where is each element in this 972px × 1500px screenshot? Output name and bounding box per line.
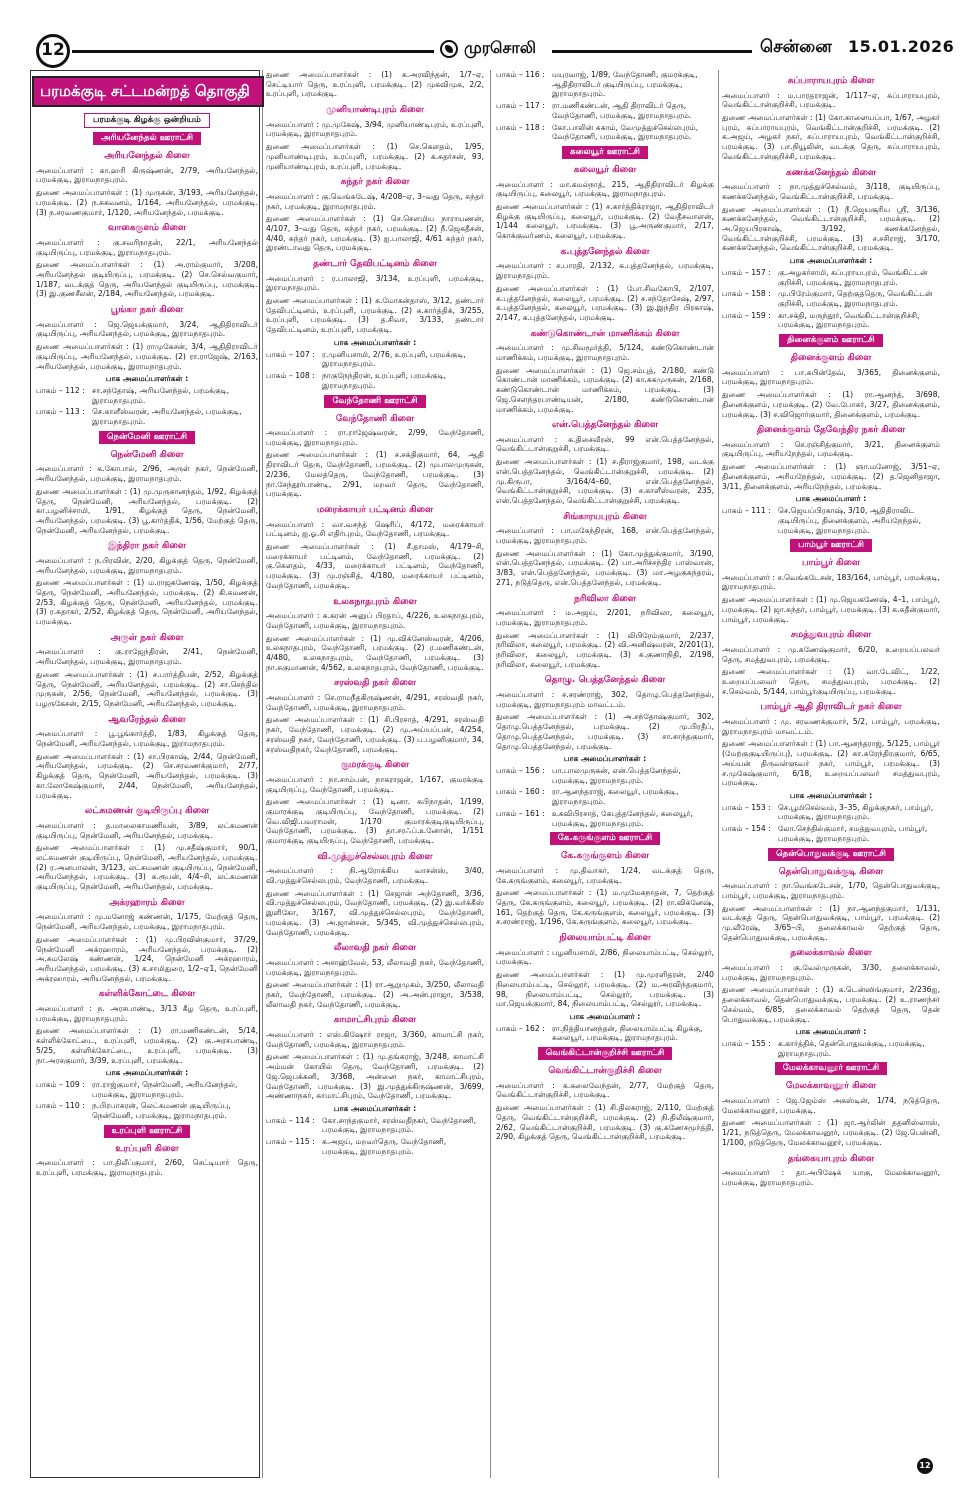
booth-heading: பாக அமைப்பாளர்கள் : — [333, 1104, 417, 1114]
member-entry: துணை அமைப்பாளர்கள் : (1) மு.ஜெயகணேஷ், 4–1, பாம்பூர், பரமக்குடி. (2) ஜா.சுந்தர், பாம்பூர், பரமக்குடி. (3) க.சுதீன்குமார், பாம்பூர், பரமக்குடி. — [722, 595, 940, 624]
column-3 — [496, 70, 714, 1145]
member-entry: துணை அமைப்பாளர்கள் : (1) ச.பார்த்திபன், 2/52, கிழக்குத் தெரு, நென்மேனி, அரியனேந்தல், பரமக்குடி. (2) சா.செந்தில் முருகன், 2/56, நென்மேனி, அரியனேந்தல், பரமக்குடி. (3) பழருகேசன், 2/15, நென்மேனி, அரியனேந்தல், பரமக்குடி. — [36, 669, 258, 709]
member-entry: அமைப்பாளர் : நா.முத்துச்செல்வம், 3/118, குடியிருப்பு, கணக்கனேந்தல், வெங்கிட்டான்குறிச்சி, பரமக்குடி. — [722, 182, 940, 201]
booth-row — [496, 101, 714, 120]
branch-title: மரைக்காயர் பட்டினம் கிளை — [316, 505, 434, 516]
member-entry: துணை அமைப்பாளர்கள் : (1) செ.சௌமிய நாராயணன், 4/107, 3–வது தெரு, சுந்தர் நகர், பரமக்குடி. (2) நீ.ஜெகதீசன், 4/40, சுந்தர் நகர், பரமக்குடி. (3) ஐ.பாலாஜி, 4/61 சுந்தர் நகர், இரண்டாவது தெரு, பரமக்குடி. — [266, 214, 484, 253]
booth-member: க.கார்த்திக், தென்பொதுவக்குடி, பரமக்குடி, இராமநாதபுரம். — [778, 1038, 925, 1058]
booth-member: ந.பிரபாகரன், லெட்சுமணன் குடியிருப்பு, நென்மேனி, பரமக்குடி, இராமநாதபுரம். — [92, 1101, 231, 1121]
booth-number: பாகம் – 108 : — [266, 371, 315, 381]
member-entry: அமைப்பாளர் : ர.பாலாஜி, 3/134, உரப்புளி, பரமக்குடி, இராமநாதபுரம். — [266, 273, 484, 293]
member-entry: அமைப்பாளர் : வா.வசந்த் ஷெரிப், 4/172, மரைக்காயர் பட்டினம், ஐ.ஓ.சி எதிர்புறம், வேந்தோணி, பரமக்குடி. — [266, 519, 484, 539]
branch-title: சரஸ்வதி நகர் கிளை — [334, 678, 416, 689]
booth-row — [496, 787, 714, 806]
branch-title: பாம்பூர் ஆதி திராவிடர் நகர் கிளை — [760, 702, 902, 713]
member-entry: அமைப்பாளர் : நா.வெங்கடேசன், 1/70, தென்பொதுவக்குடி, பாம்பூர், பரமக்குடி, இராமநாதபுரம். — [722, 881, 940, 900]
panchayat-tag: நென்மேனி ஊராட்சி — [99, 431, 195, 444]
branch-block — [266, 177, 484, 253]
booth-row — [722, 268, 940, 287]
member-entry: துணை அமைப்பாளர்கள் : (1) முருகன், 3/193, அரியனேந்தல், பரமக்குடி. (2) ந.சுகவனம், 1/164, அரியனேந்தல், பரமக்குடி. (3) ந.சரவணகுமார், 1/120, அரியனேந்தல், பரமக்குடி. — [36, 188, 258, 217]
panchayat-tag: மேலக்காவனூர் ஊராட்சி — [775, 1062, 888, 1075]
branch-title: வி.முத்துச்செல்லபுரம் கிளை — [317, 851, 433, 862]
column-divider — [490, 70, 491, 1478]
booth-row — [722, 506, 940, 535]
booth-heading: பாக அமைப்பாளர் : — [569, 1011, 641, 1021]
branch-block — [496, 1047, 714, 1142]
member-entry: துணை அமைப்பாளர்கள் : (1) நீ.ஜெயசூரிய ஸ்ரீ, 3/136, கணக்கனேந்தல், வெங்கிட்டான்குறிச்சி, பரமக்குடி. (2) அ.ஜெயபிரகாஷ், 3/192, கணக்கனேந்தல், வெங்கிட்டான்குறிச்சி, பரமக்குடி. (3) ச.சசிராஜ், 3/170, கணக்கனேந்தல், வெங்கிட்டான்குறிச்சி, பரமக்குடி. — [722, 204, 940, 253]
column-1-blocks — [36, 132, 258, 1178]
page-number-badge — [36, 34, 70, 68]
member-entry: அமைப்பாளர் : செ.ராமநீதகிருஷ்ணன், 4/291, சரஸ்வதி நகர், வேந்தோணி, பரமக்குடி, இராமநாதபுரம். — [266, 692, 484, 712]
branch-block — [266, 505, 484, 591]
branch-title: தொழு. பெத்தனேந்தல் கிளை — [544, 675, 666, 686]
booth-number: பாகம் – 109 : — [36, 1079, 85, 1089]
branch-title: நென்மேனி கிளை — [110, 449, 184, 460]
booth-heading: பாக அமைப்பாளர் : — [795, 1027, 867, 1037]
booth-member: ரா.நித்தியானந்தன், நிலையாம்பட்டி கிழக்கு, கலையூர், பரமக்குடி, இராமநாதபுரம். — [552, 1023, 703, 1043]
column-4-blocks — [722, 76, 940, 1187]
member-entry: அமைப்பாளர் : ஜெ.ஜெயக்குமார், 3/24, ஆதிதிராவிடர் குடியிருப்பு, அரியனேந்தல், பரமக்குடி, இராமநாதபுரம். — [36, 319, 258, 339]
branch-title: நரிவிலா கிளை — [574, 593, 636, 604]
booth-row — [722, 824, 940, 843]
member-entry: அமைப்பாளர் : மா.கமல்நாத், 215, ஆதிதிராவிடர் கிழக்கு குடியிருப்பு, கலையூர், பரமக்குடி, இராமநாதபுரம். — [496, 179, 714, 199]
masthead-brand — [440, 38, 536, 59]
member-entry: துணை அமைப்பாளர்கள் : (1) செ.கௌதம், 1/95, முனியாண்டிபுரம், உரப்புளி, பரமக்குடி. (2) க.சுதர்சன், 93, முனியாண்டிபுரம், உரப்புளி, பரமக்குடி. — [266, 142, 484, 171]
booth-row — [266, 1116, 484, 1135]
booth-member: ரா.ஆனந்தராஜ், கலையூர், பரமக்குடி, இராமநாதபுரம். — [552, 787, 679, 807]
member-entry: அமைப்பாளர் : ம.அஜய், 2/201, நரிவிலா, கலையூர், பரமக்குடி, இராமநாதபுரம். — [496, 608, 714, 627]
member-entry: துணை அமைப்பாளர்கள் : (1) டினா. சுபிநாதன், 1/199, குமாரக்குடி குடியிருப்பு, வேந்தோணி, பரமக்குடி. (2) வெ.விஜி.பவராமன், 1/170 குமாரக்குடிகுடியிருப்பு, வேந்தோணி, பரமக்குடி. (3) தா.சரஃப்.உனோன், 1/151 குமாரக்குடி குடியிருப்பு, வேந்தோணி, பரமக்குடி. — [266, 797, 484, 846]
booth-member: செ.ஜெயப்பிரகாஷ், 3/10, ஆதிதிராவிட குடியிருப்பு, தினைக்குளம், அரியநேந்தல், பரமக்குடி, இராமநாதபுரம். — [778, 506, 922, 535]
member-entry: துணை அமைப்பாளர்கள் : (1) வா.டேவிட், 1/22, உறையப்பலவர் தெரு, சமத்துவபுரம், பரமக்குடி. (2) ச.செல்வம், 5/144, பாம்பூர்குடியிருப்பு, பரமக்குடி. — [722, 667, 940, 696]
branch-title: உரப்புளி கிளை — [115, 1143, 179, 1154]
booth-row — [36, 1101, 258, 1120]
member-entry: அமைப்பாளர் : மு.கணேஷ்குமார், 6/20, உறையப்பலவர் தெரு, சமத்துவபுரம், பரமக்குடி. — [722, 644, 940, 664]
branch-block — [36, 806, 258, 892]
member-entry: துணை அமைப்பாளர்கள் : (1) ஜா.ஆர்லின் ததனிஸ்லாஸ், 1/21, நடுத்தெரு, மேலக்காவனூர், பரமக்குடி. (2) ஜே.பென்னி, 1/100, நடுத்தெரு, மேலக்காவனூர், பரமக்குடி. — [722, 1118, 940, 1147]
branch-block — [36, 989, 258, 1120]
branch-block — [496, 420, 714, 506]
member-entry: அமைப்பாளர் : மு. சரவணக்குமார், 5/2, பாம்பூர், பரமக்குடி, இராமநாதபுரம் மாவட்டம். — [722, 716, 940, 736]
booth-row — [722, 289, 940, 308]
booth-number: பாகம் – 154 : — [722, 824, 771, 834]
booth-number: பாகம் – 113 : — [36, 407, 85, 417]
member-entry: துணை அமைப்பாளர்கள் : (1) ராமுகேசன், 3/4, ஆதிதிராவிடர் குடியிருப்பு, அரியனேந்தல், பரமக்குடி. (2) ரா.ராஜேஷ், 2/163, அரியனேந்தல், பரமக்குடி, இராமநாதபுரம். — [36, 342, 258, 371]
booth-number: பாகம் – 118 : — [496, 122, 545, 132]
column-2 — [266, 70, 484, 1159]
member-entry: துணை அமைப்பாளர்கள் : (1) ச.சக்திகுமார், 64, ஆதி திராவிடர் தெரு, வேந்தோணி, பரமக்குடி. (2) முபாலமுருகன், 2/236, மேலத்தெரு, வேந்தோணி, பரமக்குடி. (3) நா.சேந்தூர்பாண்டி, 2/91, மறவர் தெரு, வேந்தோணி, பரமக்குடி. — [266, 450, 484, 499]
member-entry: துணை அமைப்பாளர்கள் : (1) பா.ஆனந்தராஜ், 5/125, பாம்பூர் (மேற்குகுடியிருப்பு), பரமக்குடி. (2) கா.சுரேந்திரகுமார், 6/65, அய்யன் திருவள்ளுவர் நகர், பாம்பூர், பரமக்குடி. (3) ச.முகேஷ்குமார், 6/18, உறையப்பலவர் சமத்துவபுரம், பரமக்குடி. — [722, 739, 940, 788]
booth-row — [36, 1080, 258, 1099]
branch-block — [266, 70, 484, 99]
branch-block — [722, 425, 940, 535]
booth-row — [266, 350, 484, 369]
column-3-blocks — [496, 70, 714, 1142]
member-entry: துணை அமைப்பாளர்கள் : (1) ரா.ஆனந்த், 3/698, தினைக்குளம், பரமக்குடி. (2) வே.போகர், 3/27, தினைக்குளம், பரமக்குடி. (3) ச.விஜொர்குமார், தினைக்குளம், பரமக்குடி. — [722, 390, 940, 419]
booth-member: ரா.ராஜ்குமார், நென்மேனி, அரியனேந்தல், பரமக்குடி, இராமநாதபுரம். — [92, 1079, 238, 1099]
booth-heading: பாக அமைப்பாளர்கள் : — [333, 337, 417, 347]
column-divider — [718, 70, 719, 1478]
booth-member: பா.பாலமுருகன், என்.பெத்தனேந்தல், பரமக்குடி, இராமநாதபுரம். — [552, 765, 681, 785]
branch-title: என்.பெத்தனேந்தல் கிளை — [552, 420, 658, 431]
edition-date: 15.01.2026 — [848, 37, 955, 56]
member-entry: துணை அமைப்பாளர்கள் : (1) மு.விக்னேஸ்வரன், 4/206, உலகநாதபுரம், வேந்தோணி, பரமக்குடி. (2) ர.மணிகண்டன், 4/480, உலகநாதபுரம், வேந்தோணி, பரமக்குடி. (3) நா.சுகுமாணன், 4/562, உலகநாதபுரம், வேந்தோணி, பரமக்குடி. — [266, 633, 484, 672]
booth-number: பாகம் – 161 : — [496, 808, 545, 818]
member-entry: துணை அமைப்பாளர்கள் : (1) சி.பிரசாத், 4/291, சரஸ்வதி நகர், வேந்தோணி, பரமக்குடி. (2) மு.அய்யப்பன், 4/254, சரஸ்வதி நகர், வேந்தோணி, பரமக்குடி. (3) ப.பழனிகுமார், 34, சரஸ்வதிநகர், வேந்தோணி, பரமக்குடி. — [266, 715, 484, 754]
column-4 — [722, 70, 940, 1190]
member-entry: அமைப்பாளர் : க.திசைவீரன், 99 என்.பெத்தனேந்தல், வெங்கிட்டான்குறுச்சி, பரமக்குடி. — [496, 434, 714, 454]
branch-block — [722, 702, 940, 843]
booth-row — [722, 803, 940, 822]
member-entry: துணை அமைப்பாளர்கள் : (1) க.அரவிந்தன், 1/7–ஏ, செட்டியார் தெரு, உரப்புளி, பரமக்குடி. (2) முகவிமுக, 2/2, உரப்புளி, பரமக்குடி. — [266, 70, 484, 99]
member-entry: அமைப்பாளர் : எஸ்.கிஷோர் ராஜா, 3/360, காமாட்சி நகர், வேந்தோணி, பரமக்குடி, இராமநாதபுரம். — [266, 1029, 484, 1049]
member-entry: அமைப்பாளர் : த.மாலைகாமணியன், 3/89, லட்சுமணன் குடியிருப்பு, நென்மேனி, அரியனேந்தல், பரமக்குடி. — [36, 820, 258, 840]
member-entry: அமைப்பாளர் : ரா.ராஜேஷ்வரன், 2/99, வேந்தோணி, பரமக்குடி, இராமநாதபுரம். — [266, 428, 484, 447]
panchayat-tag: கலையூர் ஊராட்சி — [562, 146, 648, 159]
member-entry: துணை அமைப்பாளர்கள் : (1) ரா.மணிகண்டன், 5/14, கள்ளிக்கோட்டை, உரப்புளி, பரமக்குடி. (2) கு.அரசபாண்டி, 5/25, கள்ளிக்கோட்டை, உரப்புளி, பரமக்குடி. (3) நா.அரசகுமார், 3/39, உரப்புளி, பரமக்குடி. — [36, 1026, 258, 1065]
panchayat-tag: பாம்பூர் ஊராட்சி — [790, 539, 872, 552]
member-entry: அமைப்பாளர் : கு.வேல்முருகன், 3/30, தலைக்காவல், பரமக்குடி, இராமநாதபுரம். — [722, 962, 940, 982]
member-entry: துணை அமைப்பாளர்கள் : (1) ஜெ.சம்புத், 2/180, கண்டு கொண்டான் மாணிக்கம், பரமக்குடி. (2) கா.சுகமுருகன், 2/168, கண்டுகொண்டான் மாணிக்கம், பரமக்குடி. (3) ஜெ.சௌந்தரபாண்டியன், 2/180, கண்டுகொண்டான் மாணிக்கம், பரமக்குடி. — [496, 365, 714, 414]
branch-block — [36, 431, 258, 536]
member-entry: அமைப்பாளர் : ச.சரண்ராஜ், 302, தொழு.பெத்தனேந்தல், பரமக்குடி, இராமநாதபுரம் மாவட்டம். — [496, 689, 714, 709]
booth-number: பாகம் – 159 : — [722, 310, 771, 320]
booth-number: பாகம் – 112 : — [36, 385, 85, 395]
branch-block — [266, 259, 484, 390]
branch-title: பாம்பூர் கிளை — [801, 558, 861, 569]
branch-block — [36, 898, 258, 984]
branch-block — [36, 633, 258, 709]
branch-title: உலகநாதபுரம் கிளை — [333, 596, 417, 607]
branch-block — [722, 1154, 940, 1188]
booth-member: சா.சந்தோஷ், அரியனேந்தல், பரமக்குடி, இராமநாதபுரம். — [92, 385, 230, 405]
member-entry: துணை அமைப்பாளர்கள் : (1) அ.சந்தோஷ்குமார், 302, தொழு.பெத்தனேந்தல், பரமக்குடி. (2) மு.பிரதீப், தொழு.பெத்தனேந்தல், பரமக்குடி. (3) சா.சாந்தகுமார், தொழு.பெத்தனேந்தல், பரமக்குடி. — [496, 712, 714, 751]
member-entry: அமைப்பாளர் : ச.பாரதி, 2/132, க.புத்தனேந்தல், பரமக்குடி, இராமநாதபுரம். — [496, 261, 714, 281]
member-entry: அமைப்பாளர் : பழனியசாமி, 2/86, நிலையாம்பட்டி, செல்லூர், பரமக்குடி. — [496, 947, 714, 967]
panchayat-tag: வெங்கிட்டான்குறிச்சி ஊராட்சி — [538, 1047, 673, 1060]
branch-title: தலைக்காவல் கிளை — [790, 948, 872, 959]
member-entry: அமைப்பாளர் : செ.ரஞ்சித்குமார், 3/21, தினைக்குளம் குடியிருப்பு, அரியநேந்தல், பரமக்குடி. — [722, 439, 940, 459]
branch-block — [36, 1125, 258, 1178]
member-entry: அமைப்பாளர் : கு.வெங்கடேஷ், 4/208–ஏ, 3–வது தெரு, சுந்தர் நகர், பரமக்குடி, இராமநாதபுரம். — [266, 191, 484, 211]
booth-member: மயுரவாஜ், 1/89, வேந்தோணி, குமரக்குடி, ஆதிதிராவிடர் குடியிருப்பு, பரமக்குடி, இராமநாதபுரம். — [552, 70, 698, 99]
branch-title: கணக்கனேந்தல் கிளை — [785, 167, 877, 178]
branch-title: சிங்காரயபுரம் கிளை — [563, 511, 647, 522]
branch-title: இந்திரா நகர் கிளை — [108, 541, 186, 552]
booth-member: க.அஜய், மறவர்தெரு, வேந்தோணி, பரமக்குடி, இராமநாதபுரம். — [322, 1137, 447, 1156]
member-entry: துணை அமைப்பாளர்கள் : (1) ச.கார்த்திக்ராஜா, ஆதிதிராவிடர் கிழக்கு குடியிருப்பு, கலையூர், பரமக்குடி. (2) வேதீசவாளன், 1/144 கலையூர், பரமக்குடி. (3) பூ.அருண்குமார், 2/17, கொக்குவா்ணம், கலையூர், பரமக்குடி. — [496, 201, 714, 241]
booth-member: மு.பிரேம்குமார், தெற்குத்தெரு, வெங்கிட்டன் குறிச்சி, பரமக்குடி, இராமநாதபுரம். — [778, 289, 933, 308]
member-entry: அமைப்பாளர் : ந.பிரவின், 2/20, கிழக்குத் தெரு, நென்மேனி, அரியனேந்தல், பரமக்குடி, இராமநாதபுரம். — [36, 555, 258, 575]
member-entry: அமைப்பாளர் : கு.சவரிநாதன், 22/1, அரியனேந்தல் குடியிருப்பு, பரமக்குடி, இராமநாதபுரம். — [36, 237, 258, 257]
panchayat-tag: அரியனேந்தல் ஊராட்சி — [93, 132, 201, 145]
branch-block — [36, 541, 258, 627]
branch-block — [36, 132, 258, 217]
booth-row — [722, 311, 940, 330]
member-entry: துணை அமைப்பாளர்கள் : (1) அ.ராம்குமார், 3/208, அரியனேந்தல் குடியிருப்பு, பரமக்குடி. (2) செ.செல்வகுமார், 1/187, வடக்குத் தெரு, அரியனேந்தல் குடியிருப்பு, பரமக்குடி. (3) இ.குணசீலன், 2/184, அரியனேந்தல், பரமக்குடி. — [36, 260, 258, 299]
branch-block — [496, 146, 714, 241]
member-entry: துணை அமைப்பாளர்கள் : (1) சா.பிரகாஷ், 2/44, நென்மேனி, அரியனேந்தல், பரமக்குடி. (2) செ.சரவணக்குமார், 2/77, கிழக்குத் தெரு, நென்மேனி, அரியனேந்தல், பரமக்குடி. (3) கா.லோகேஷ்குமார், 2/44, நென்மேனி, அரியனேந்தல், பரமக்குடி. — [36, 751, 258, 800]
brand-logo-icon — [440, 40, 458, 58]
member-entry: அமைப்பாளர் : க.கலைவேந்தன், 2/77, மேற்குத் தெரு, வெங்கிட்டான்குறிச்சி, பரமக்குடி. — [496, 1080, 714, 1100]
branch-block — [266, 105, 484, 171]
booth-member: ரா.மணிகண்டன், ஆதி திராவிடர் தெரு, வேந்தோணி, பரமக்குடி, இராமநாதபுரம். — [552, 101, 692, 120]
member-entry: அமைப்பாளர் : அசாஹ்வேல், 53, லீலாவதி நகர், வேந்தோணி, பரமக்குடி, இராமநாதபுரம். — [266, 957, 484, 977]
branch-title: க.புத்தனேந்தல் கிளை — [560, 246, 650, 257]
branch-title: வெங்கிட்டான்குறிச்சி கிளை — [548, 1066, 662, 1077]
branch-title: வாகைகுளம் கிளை — [107, 223, 187, 234]
branch-block — [266, 760, 484, 846]
booth-member: செ.காளீஸ்வரன், அரியனேந்தல், பரமக்குடி, இராமநாதபுரம். — [92, 407, 242, 427]
panchayat-tag: தென்பொதுவக்குடி ஊராட்சி — [768, 848, 894, 861]
union-tag: பரமக்குடி கிழக்கு ஒன்றியம் — [84, 113, 210, 128]
booth-row — [36, 407, 258, 426]
member-entry: துணை அமைப்பாளர்கள் : (1) ஞா.மனோஜ், 3/51–ஏ, தினைக்குளம், அரியநேந்தல், பரமக்குடி. (2) த.ஜெனிதாஜா, 3/11, தினைக்குளம், அரியநேந்தல், பரமக்குடி. — [722, 462, 940, 491]
member-entry: அமைப்பாளர் : மு.முகேஷ், 3/94, முனியாண்டிபுரம், உரப்புளி, பரமக்குடி, இராமநாதபுரம். — [266, 119, 484, 139]
booth-heading: பாக அமைப்பாளர் : — [795, 494, 867, 504]
branch-block — [722, 848, 940, 943]
branch-block — [36, 305, 258, 427]
booth-number: பாகம் – 111 : — [722, 506, 771, 516]
member-entry: அமைப்பாளர் : மு.திவாகர், 1/24, வடக்குத் தெரு, கே.கருங்குளம், கலையூர், பரமக்குடி. — [496, 865, 714, 885]
member-entry: துணை அமைப்பாளர்கள் : (1) கோ.முத்துக்குமார், 3/190, என்.பெத்தனேந்தல், பரமக்குடி. (2) பா.அரிச்சந்திர பாஸ்வான், 3/83, என்.பெத்தனேந்தல், பரமக்குடி. (3) மா.அழகுசுந்தரம், 271, நடுத்தெரு, என்.பெத்தனேந்தல், பரமக்குடி. — [496, 548, 714, 587]
member-entry: துணை அமைப்பாளர்கள் : (1) செஜான் அந்தோணி, 3/36, வி.முத்துச்செல்லபுரம், வேந்தோணி, பரமக்குடி. (2) இ.வர்க்கீஸ் இளிகோ, 3/167, வி.முத்துச்செல்லபுரம், வேந்தோணி, பரமக்குடி. (3) அ.ஜான்சன், 5/345, வி.முத்துச்செல்லபுரம், வேந்தோணி, பரமக்குடி. — [266, 888, 484, 937]
member-entry: துணை அமைப்பாளர்கள் : (1) லிபிரேம்குமார், 2/237, நரிவிலா, கலையூர், பரமக்குடி. (2) வி.அனிஷ்வரன், 2/201(1), நரிவிலா, கலையூர், பரமக்குடி. (3) சு.குணாநிதி, 2/198, நரிவிலா, கலையூர், பரமக்குடி. — [496, 630, 714, 669]
branch-title: நிலையாம்பட்டி கிளை — [559, 933, 651, 944]
branch-title: குமரக்குடி கிளை — [341, 760, 409, 771]
booth-number: பாகம் – 107 : — [266, 349, 315, 359]
booth-number: பாகம் – 157 : — [722, 267, 771, 277]
branch-title: சுந்தர் நகர் கிளை — [340, 177, 410, 188]
branch-title: லீலாவதி நகர் கிளை — [333, 943, 417, 954]
booth-member: கு.அழகர்சாமி, சுப்புராயபுரம், வெங்கிட்டன் குறிச்சி, பரமக்குடி, இராமநாதபுரம். — [778, 267, 928, 287]
page-number: 12 — [41, 40, 65, 60]
column-divider — [262, 70, 263, 1478]
branch-block — [496, 594, 714, 670]
branch-block — [496, 512, 714, 588]
booth-member: உகவிபிரசாத், கேபுத்தனேந்தல், கலையூர், பரமக்குடி, இராமநாதபுரம். — [552, 808, 693, 828]
booth-number: பாகம் – 153 : — [722, 802, 771, 812]
branch-title: கண்டுகொண்டான் மாணிக்கம் கிளை — [530, 328, 680, 339]
branch-title: அரியனேந்தல் கிளை — [104, 151, 190, 162]
booth-row — [496, 70, 714, 99]
branch-block — [722, 948, 940, 1058]
branch-block — [496, 675, 714, 828]
booth-number: பாகம் – 155 : — [722, 1038, 771, 1048]
section-title: பரமக்குடி சட்டமன்றத் தொகுதி — [32, 76, 264, 107]
branch-block — [722, 539, 940, 624]
booth-row — [266, 1137, 484, 1156]
branch-title: தண்டார் தேவிபட்டினம் கிளை — [313, 259, 437, 270]
branch-block — [496, 329, 714, 415]
branch-block — [496, 832, 714, 927]
booth-heading: பாக அமைப்பாளர்கள் : — [789, 256, 873, 266]
branch-block — [266, 943, 484, 1009]
branch-title: தினைக்குளம் கிளை — [790, 353, 872, 364]
member-entry: துணை அமைப்பாளர்கள் : (1) போ.சிவகோபி, 2/107, க.புத்தனேந்தல், கலையூர், பரமக்குடி. (2) ச.சந்தோசேஷ், 2/97, க.புத்தனேந்தல், கலையூர், பரமக்குடி. (3) இ.இந்திர பிரகாஷ், 2/147, க.புத்தனேந்தல், பரமக்குடி. — [496, 283, 714, 322]
member-entry: துணை அமைப்பாளர்கள் : (1) சீ.தாமஸ், 4/179–சி, மரைக்காயர் பட்டினம், வேந்தோணி, பரமக்குடி. (2) கு.கௌதம், 4/33, மரைக்காயர் பட்டினம், வேந்தோணி, பரமக்குடி. (3) மு.ரஞ்சித், 4/180, மரைக்காயர் பட்டினம், வேந்தோணி, பரமக்குடி. — [266, 542, 484, 590]
booth-number: பாகம் – 160 : — [496, 787, 545, 797]
branch-title: கே.கருங்குளம் கிளை — [560, 851, 649, 862]
branch-title: கலையூர் கிளை — [573, 165, 637, 176]
column-1 — [36, 70, 258, 1181]
member-entry: துணை அமைப்பாளர்கள் : (1) மு.முரளிதரன், 2/40 நிலையாம்பட்டி, செல்லூர், பரமக்குடி. (2) ம.அரவிந்தகுமார், 98, நிலையாம்பட்டி, செல்லூர், பரமக்குடி. (3) மா.ஜெயக்குமார், 84, நிலையாம்பட்டி, செல்லூர், பரமக்குடி. — [496, 970, 714, 1009]
branch-block — [496, 247, 714, 323]
member-entry: அமைப்பாளர் : பா.மகேந்திரன், 168, என்.பெத்தனேந்தல், பரமக்குடி, இராமநாதபுரம். — [496, 526, 714, 546]
branch-title: பூங்கா நகர் கிளை — [110, 305, 184, 316]
member-entry: அமைப்பாளர் : நி.ஆரோக்கிய வாசன்ஸ், 3/40, வி.முத்துச்செல்லபுரம், வேந்தோணி, பரமக்குடி. — [266, 866, 484, 886]
masthead — [0, 0, 972, 64]
branch-title: மேலக்காவனூர் கிளை — [785, 1081, 877, 1092]
booth-member: செ.பூமிசெல்வம், 3–35, கிழக்குநகர், பாம்பூர், பரமக்குடி, இராமநாதபுரம். — [778, 802, 934, 822]
booth-member: கோ.சாந்தகுமார், சரஸ்வதிநகர், வேந்தோணி, பரமக்குடி, இராமநாதபுரம். — [322, 1115, 477, 1135]
booth-row — [36, 386, 258, 405]
booth-heading: பாக அமைப்பாளர்கள் : — [563, 754, 647, 764]
booth-number: பாகம் – 110 : — [36, 1101, 85, 1111]
member-entry: அமைப்பாளர் : தா.அபிஷேக் யாகு, மேலக்காவனூர், பரமக்குடி, இராமநாதபுரம். — [722, 1168, 940, 1187]
branch-block — [36, 223, 258, 299]
booth-number: பாகம் – 162 : — [496, 1023, 545, 1033]
branch-title: தங்கையாபுரம் கிளை — [787, 1153, 875, 1164]
member-entry: அமைப்பாளர் : பா.சுபின்தேவ், 3/365, தினைக்குளம், பரமக்குடி, இராமநாதபுரம். — [722, 367, 940, 387]
member-entry: துணை அமைப்பாளர்கள் : (1) க.டென்ஸிங்குமார், 2/236ஐ, தலைக்காவல், தென்பொதுவக்குடி, பரமக்குடி. (2) உ.ராணந்சர் செல்வம், 6/85, தலைக்காவல் தெற்குத் தெரு, தென் பொதுவக்குடி, பரமக்குடி. — [722, 985, 940, 1024]
booth-heading: பாக அமைப்பாளர்கள் : — [105, 374, 189, 384]
branch-block — [722, 168, 940, 331]
brand-name: முரசொலி — [464, 38, 536, 57]
member-entry: துணை அமைப்பாளர்கள் : (1) மு.தங்கராஜ், 3/248, காமாட்சி அம்மன் கோயில் தெரு, வேந்தோணி, பரமக்குடி. (2) ஜே.ஜெபக்கனி, 3/368, அன்னை நகர், காமாட்சிபுரம், வேந்தோணி, பரமக்குடி. (3) இ.முத்துக்கிருஷ்ணன், 3/699, அண்ணாநகர், காமாட்சிபுரம், வேந்தோணி, பரமக்குடி. — [266, 1052, 484, 1101]
member-entry: துணை அமைப்பாளர்கள் : (1) நா.ஆனந்தகுமார், 1/131, வடக்குத் தெரு, தென்பொதுவக்குடி, பாம்பூர், பரமக்குடி. (2) மு.வீரேஷ், 3/65–பி, தலைக்காவல் தெற்குத் தெரு, தென்பொதுவக்குடி, பரமக்குடி. — [722, 903, 940, 942]
branch-title: வேந்தோணி கிளை — [335, 413, 415, 424]
booth-row — [266, 371, 484, 390]
branch-title: சுப்பாராயபுரம் கிளை — [787, 76, 875, 86]
branch-title: முனியாண்டிபுரம் கிளை — [326, 105, 424, 116]
booth-row — [496, 809, 714, 828]
member-entry: அமைப்பாளர் : க.கோபால், 2/96, அருள் நகர், நென்மேனி, அரியனேந்தல், பரமக்குடி, இராமநாதபுரம். — [36, 464, 258, 484]
branch-block — [722, 76, 940, 162]
booth-member: ர.முனியசாமி, 2/76, உரப்புளி, பரமக்குடி, இராமநாதபுரம். — [322, 349, 466, 369]
branch-title: அக்ரஹாரம் கிளை — [109, 897, 185, 908]
booth-row — [722, 1039, 940, 1058]
member-entry: துணை அமைப்பாளர்கள் : (1) மு.சதீஷ்குமார், 90/1, லட்சுமணன் குடியிருப்பு, நென்மேனி, அரியனேந்தல், பரமக்குடி. (2) ர.அனபாலன், 3/123, லட்சுமணன் குடியிருப்பு, நென்மேனி, அரியனேந்தல், பரமக்குடி. (3) சு.ரூபன், 4/4–சி, லட்சுமணன் குடியிருப்பு, நென்மேனி, அரியனேந்தல், பரமக்குடி. — [36, 843, 258, 892]
panchayat-tag: உரப்புளி ஊராட்சி — [104, 1125, 191, 1138]
booth-number: பாகம் – 156 : — [496, 765, 545, 775]
member-entry: அமைப்பாளர் : நா.சாம்பன், நாகராஜன், 1/167, குமரக்குடி குடியிருப்பு, வேந்தோணி, பரமக்குடி. — [266, 774, 484, 794]
booth-member: கா.சக்தி, மருந்தூர், வெங்கிட்டான்குறிச்சி, பரமக்குடி, இராமநாதபுரம். — [778, 310, 920, 330]
member-entry: துணை அமைப்பாளர்கள் : (1) ரா.ஆறுமுகம், 3/250, லீலாவதி நகர், வேந்தோணி, பரமக்குடி. (2) அ.அன்புராஜா, 3/538, லீலாவதி நகர், வேந்தோணி, பரமக்குடி. — [266, 980, 484, 1009]
panchayat-tag: தினைக்குளம் ஊராட்சி — [779, 334, 883, 347]
booth-heading: பாக அமைப்பாளர்கள் : — [789, 790, 873, 800]
masthead-rule-right — [552, 50, 752, 53]
member-entry: அமைப்பாளர் : பா.திலீப்குமார், 2/60, செட்டியார் தெரு, உரப்புளி, பரமக்குடி, இராமநாதபுரம். — [36, 1158, 258, 1178]
branch-title: சமத்துவபுரம் கிளை — [790, 630, 872, 641]
branch-title: தினைக்குளம் தேவேந்திர நகர் கிளை — [756, 425, 906, 436]
member-entry: துணை அமைப்பாளர்கள் : (1) க.மோகன்தாஸ், 3/12, தண்டார் தேவிபட்டினம், உரப்புளி, பரமக்குடி. (2) க.கார்த்திக், 3/255, உரப்புளி, பரமக்குடி. (3) த.சிவா, 3/133, தண்டார் தேவிபட்டினம், உரப்புளி, பரமக்குடி. — [266, 296, 484, 335]
branch-title: காமாட்சிபுரம் கிளை — [333, 1015, 417, 1026]
member-entry: துணை அமைப்பாளர்கள் : (1) சி.திலகராஜ், 2/110, மேற்குத் தெரு, வெங்கிட்டான்குறிச்சி, பரமக்குடி. (2) நி.திலீஷ்குமார், 2/62, வெங்கிட்டான்குறிச்சி, பரமக்குடி. (3) கு.கணேசமூர்த்தி, 2/90, கிழக்குத் தெரு, வெங்கிட்டான்குறிச்சி, பரமக்குடி. — [496, 1103, 714, 1142]
branch-block — [266, 597, 484, 673]
member-entry: துணை அமைப்பாளர்கள் : (1) ம.முமேகநாதன், 7, தெற்குத் தெரு, கே.கருங்குளம், கலையூர், பரமக்குடி. (2) ரா.விக்னேஷ், 161, தெற்குத் தெரு, கே.கருங்குளம், கலையூர், பரமக்குடி. (3) ச.சரண்ராஜ், 1/196, கே.கருங்குளம், கலையூர், பரமக்குடி. — [496, 888, 714, 927]
booth-number: பாகம் – 114 : — [266, 1115, 315, 1125]
footer-page-badge: 12 — [917, 1458, 933, 1474]
column-2-blocks — [266, 70, 484, 1157]
branch-block — [266, 395, 484, 500]
branch-block — [722, 630, 940, 696]
booth-number: பாகம் – 158 : — [722, 289, 771, 299]
branch-title: அருள் நகர் கிளை — [110, 632, 184, 643]
booth-row — [496, 766, 714, 785]
branch-title: லட்சுமணன் குடியிருப்பு கிளை — [84, 806, 210, 817]
booth-member: நாகுநேந்திரன், உரப்புளி, பரமக்குடி, இராமநாதபுரம். — [322, 371, 447, 390]
edition-city: சென்னை — [760, 37, 832, 57]
member-entry: அமைப்பாளர் : பூ.பூங்கார்த்தி, 1/83, கிழக்குத் தெரு, நென்மேனி, அரியனேந்தல், பரமக்குடி, இராமநாதபுரம். — [36, 729, 258, 748]
branch-block — [266, 1015, 484, 1156]
branch-block — [722, 1062, 940, 1147]
booth-number: பாகம் – 116 : — [496, 70, 545, 79]
booth-heading: பாக அமைப்பாளர்கள் : — [105, 1068, 189, 1078]
member-entry: துணை அமைப்பாளர்கள் : (1) கோ.காளையப்பா, 1/67, அழகர் புரம், சுப்பாராயபுரம், வெங்கிட்டான்குறிச்சி, பரமக்குடி. (2) க.அஜய், அழகர் நகர், சுப்பாராயபுரம், வெங்கிட்டான்குறிச்சி, பரமக்குடி. (3) பா.நியூலின், வடக்கு தெரு, சுப்பாராயபுரம், வெங்கிட்டான்குறிச்சி, பரமக்குடி. — [722, 112, 940, 161]
member-entry: அமைப்பாளர் : கா.ஹரி கிருஷ்ணன், 2/79, அரியனேந்தல், பரமக்குடி, இராமநாதபுரம். — [36, 165, 258, 185]
booth-member: லோ.செந்தில்குமார், சமத்துவபுரம், பாம்பூர், பரமக்குடி, இராமநாதபுரம். — [778, 824, 928, 843]
member-entry: துணை அமைப்பாளர்கள் : (1) ம.ராஜகணேஷ், 1/50, கிழக்குத் தெரு, நென்மேனி, அரியனேந்தல், பரமக்குடி. (2) கி.சுமணன், 2/53, கிழக்குத் தெரு, நென்மேனி, அரியனேந்தல், பரமக்குடி. (3) ர.சுதாகர், 2/52, கிழக்குத் தெரு, நென்மேனி, அரியனேந்தல், பரமக்குடி. — [36, 578, 258, 627]
member-entry: துணை அமைப்பாளர்கள் : (1) மு.முருகானந்தம், 1/92, கிழக்குத் தெரு, நென்மேனி, அரியனேந்தல், பரமக்குடி. (2) கா.பழனிச்சாமி, 1/91, கிழக்குத் தெரு, நென்மேனி, அரியனேந்தல், பரமக்குடி. (3) பூ.கார்த்திக், 1/56, மேற்குத் தெரு, நென்மேனி, அரியனேந்தல், பரமக்குடி. — [36, 486, 258, 535]
member-entry: அமைப்பாளர் : ம.பாரதராஜன், 1/117–ஏ, சுப்பாராயபுரம், வெங்கிட்டான்குறிச்சி, பரமக்குடி. — [722, 90, 940, 110]
member-entry: அமைப்பாளர் : ஜே.ஜேம்ஸ் அகஸ்டின், 1/74, நடுத்தெரு, மேலக்காவனூர், பரமக்குடி. — [722, 1095, 940, 1115]
booth-row — [496, 1024, 714, 1043]
branch-block — [496, 70, 714, 142]
booth-row — [496, 123, 714, 142]
booth-member: கோ.பாலின் சுகாம், வேமுத்துச்செல்லபுரம், வேந்தோணி, பரமக்குடி, இராமநாதபுரம். — [552, 122, 699, 142]
branch-block — [722, 334, 940, 419]
branch-title: ஆவரேந்தல் கிளை — [108, 714, 186, 725]
member-entry: அமைப்பாளர் : க.கரன் அனுப் பிரதாப், 4/226, உலகநாதபுரம், வேந்தோணி, பரமக்குடி, இராமநாதபுரம். — [266, 611, 484, 630]
booth-number: பாகம் – 115 : — [266, 1137, 315, 1147]
member-entry: துணை அமைப்பாளர்கள் : (1) மு.பிரவின்குமார், 37/29, நென்மேனி அக்ரஹாரம், அரியனேந்தல், பரமக்குடி. (2) அ.சுமலேஷ் கண்ணன், 1/24, நென்மேனி அக்ரஹாரம், அரியனேந்தல், பரமக்குடி. (3) க.சாமிதுரை, 1/2–ஏ1, நென்மேனி அக்ரஹாரம், அரியனேந்தல், பரமக்குடி. — [36, 934, 258, 983]
member-entry: அமைப்பாளர் : ச.வெங்கடேசன், 183/164, பாம்பூர், பரமக்குடி, இராமநாதபுரம். — [722, 572, 940, 592]
member-entry: அமைப்பாளர் : மு.மனோஜ் கண்ணன், 1/175, மேற்குத் தெரு, நென்மேனி, அரியனேந்தல், பரமக்குடி, இராமநாதபுரம். — [36, 912, 258, 932]
branch-block — [266, 678, 484, 754]
member-entry: துணை அமைப்பாளர்கள் : (1) ச.திராஜ்குமார், 198, வடக்கு என்.பெத்தனேந்தல், வெங்கிட்டான்குறுச்சி, பரமக்குடி. (2) மு.கிருபா, 3/164/4–60, என்.பெத்தனேந்தல், வெங்கிட்டான்குறுச்சி, பரமக்குடி. (3) ச.காளீஸ்வரன், 235, என்.பெத்தனேந்தல், வெங்கிட்டான்குறுச்சி, பரமக்குடி. — [496, 457, 714, 506]
panchayat-tag: வேந்தோணி ஊராட்சி — [324, 395, 425, 408]
panchayat-tag: கே.கருங்குளம் ஊராட்சி — [550, 832, 660, 845]
booth-number: பாகம் – 117 : — [496, 101, 545, 111]
member-entry: அமைப்பாளர் : ந. அரசபாண்டி, 3/13 கீழ தெரு, உரப்புளி, பரமக்குடி, இராமநாதபுரம். — [36, 1003, 258, 1023]
branch-block — [266, 852, 484, 938]
branch-block — [496, 933, 714, 1043]
masthead-rule-left — [72, 50, 434, 53]
branch-title: கள்ளிக்கோட்டை கிளை — [98, 989, 196, 1000]
branch-block — [36, 715, 258, 801]
member-entry: அமைப்பாளர் : கு.ராஜேந்திரன், 2/41, நென்மேனி, அரியனேந்தல், பரமக்குடி, இராமநாதபுரம். — [36, 647, 258, 667]
member-entry: அமைப்பாளர் : மு.சிவமூர்த்தி, 5/124, கண்டுகொண்டான் மாணிக்கம், பரமக்குடி, இராமநாதபுரம். — [496, 343, 714, 362]
branch-title: தென்பொதுவக்குடி கிளை — [778, 866, 884, 877]
